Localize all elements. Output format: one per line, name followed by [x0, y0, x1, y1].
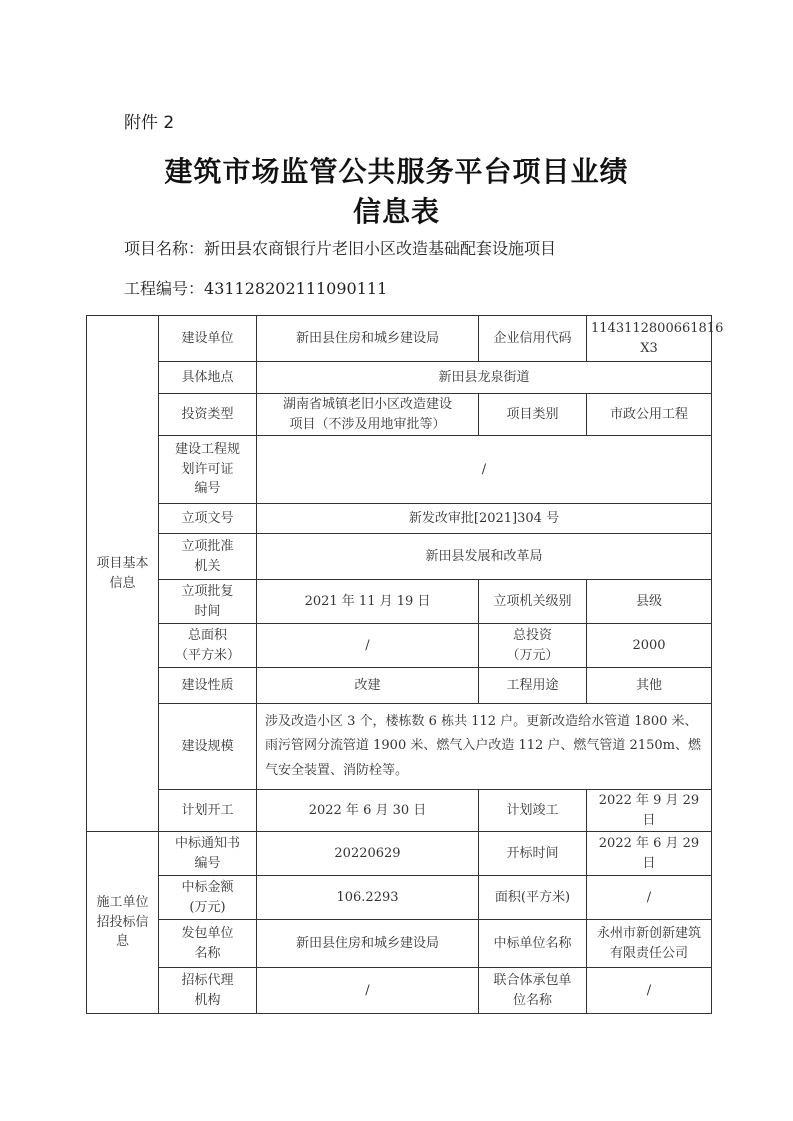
project-name-line [124, 236, 556, 259]
table-row [87, 968, 712, 1014]
area-label: 总面积 （平方米） [159, 624, 257, 668]
approval-level-value: 县级 [587, 580, 712, 624]
bid-area-label: 面积(平方米) [479, 876, 587, 920]
info-table [86, 315, 724, 1014]
bid-open-label: 开标时间 [479, 832, 587, 876]
project-code-label: 工程编号： [124, 279, 205, 298]
project-name-label: 项目名称： [124, 239, 205, 258]
project-code-line [124, 276, 387, 299]
table-row [87, 436, 712, 504]
permit-label: 建设工程规 划许可证 编号 [159, 436, 257, 504]
approval-doc-value: 新发改审批[2021]304 号 [257, 504, 712, 534]
section-bidding-info-label: 施工单位 招投标信 息 [87, 832, 159, 1014]
page-title: 建筑市场监管公共服务平台项目业绩 [164, 155, 629, 188]
builder-label: 建设单位 [159, 316, 257, 362]
joint-label: 联合体承包单 位名称 [479, 968, 587, 1014]
winner-label: 中标单位名称 [479, 920, 587, 968]
agent-value: / [257, 968, 479, 1014]
agent-label: 招标代理 机构 [159, 968, 257, 1014]
approval-level-label: 立项机关级别 [479, 580, 587, 624]
approval-doc-label: 立项文号 [159, 504, 257, 534]
table-row [87, 668, 712, 704]
permit-value: / [257, 436, 712, 504]
credit-code-label: 企业信用代码 [479, 316, 587, 362]
plan-end-value: 2022 年 9 月 29 日 [587, 790, 712, 832]
bid-amount-value: 106.2293 [257, 876, 479, 920]
bid-area-value: / [587, 876, 712, 920]
usage-value: 其他 [587, 668, 712, 704]
scale-value: 涉及改造小区 3 个，楼栋数 6 栋共 112 户。更新改造给水管道 1800 米、雨污管网分流管道 1900 米、燃气入户改造 112 户、燃气管道 2150m、燃气安全装置、消防栓等。 [257, 704, 712, 790]
plan-start-value: 2022 年 6 月 30 日 [257, 790, 479, 832]
notice-no-label: 中标通知书 编号 [159, 832, 257, 876]
nature-label: 建设性质 [159, 668, 257, 704]
invest-label: 总投资 （万元） [479, 624, 587, 668]
table-row [87, 624, 712, 668]
attachment-label: 附件 2 [124, 113, 175, 133]
bid-amount-label: 中标金额 (万元) [159, 876, 257, 920]
usage-label: 工程用途 [479, 668, 587, 704]
invest-type-value: 湖南省城镇老旧小区改造建设 项目（不涉及用地审批等） [257, 394, 479, 436]
approval-org-label: 立项批准 机关 [159, 534, 257, 580]
contractor-label: 发包单位 名称 [159, 920, 257, 968]
table-row [87, 704, 712, 790]
table-row [87, 920, 712, 968]
table-row [87, 832, 712, 876]
approval-org-value: 新田县发展和改革局 [257, 534, 712, 580]
table-row [87, 580, 712, 624]
table-row [87, 790, 712, 832]
approval-time-value: 2021 年 11 月 19 日 [257, 580, 479, 624]
plan-end-label: 计划竣工 [479, 790, 587, 832]
scale-label: 建设规模 [159, 704, 257, 790]
bid-open-value: 2022 年 6 月 29 日 [587, 832, 712, 876]
invest-value: 2000 [587, 624, 712, 668]
project-code-value: 431128202111090111 [204, 279, 388, 298]
table-row [87, 876, 712, 920]
approval-time-label: 立项批复 时间 [159, 580, 257, 624]
contractor-value: 新田县住房和城乡建设局 [257, 920, 479, 968]
table-row [87, 504, 712, 534]
location-value: 新田县龙泉街道 [257, 362, 712, 394]
table-row [87, 316, 712, 362]
plan-start-label: 计划开工 [159, 790, 257, 832]
category-label: 项目类别 [479, 394, 587, 436]
location-label: 具体地点 [159, 362, 257, 394]
joint-value: / [587, 968, 712, 1014]
category-value: 市政公用工程 [587, 394, 712, 436]
section-basic-info-label: 项目基本 信息 [87, 316, 159, 832]
table-row [87, 394, 712, 436]
area-value: / [257, 624, 479, 668]
invest-type-label: 投资类型 [159, 394, 257, 436]
notice-no-value: 20220629 [257, 832, 479, 876]
table-row [87, 534, 712, 580]
project-name-value: 新田县农商银行片老旧小区改造基础配套设施项目 [204, 239, 557, 258]
winner-value: 永州市新创新建筑 有限责任公司 [587, 920, 712, 968]
builder-value: 新田县住房和城乡建设局 [257, 316, 479, 362]
nature-value: 改建 [257, 668, 479, 704]
page-subtitle: 信息表 [352, 195, 440, 228]
table-row [87, 362, 712, 394]
credit-code-value: 1143112800661816 X3 [587, 316, 712, 362]
